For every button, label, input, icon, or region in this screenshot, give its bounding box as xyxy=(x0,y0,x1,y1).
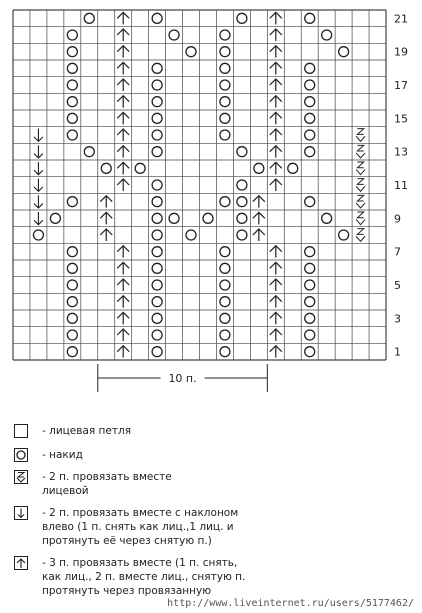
cdd-symbol xyxy=(270,346,282,358)
yarn-over-symbol xyxy=(152,247,162,257)
row-number-label: 11 xyxy=(394,179,408,192)
yarn-over-symbol xyxy=(322,30,332,40)
yarn-over-symbol xyxy=(152,330,162,340)
repeat-label: 10 п. xyxy=(168,372,197,385)
yarn-over-symbol xyxy=(152,63,162,73)
yarn-over-symbol xyxy=(220,247,230,257)
yarn-over-symbol xyxy=(169,213,179,223)
yarn-over-symbol xyxy=(237,230,247,240)
cdd-symbol xyxy=(270,62,282,74)
legend-text-k2tog: - 2 п. провязать вместе лицевой xyxy=(42,471,172,497)
cdd-symbol xyxy=(117,129,129,141)
ssk-arrow-icon xyxy=(14,506,28,520)
cdd-symbol xyxy=(117,296,129,308)
ssk-arrow-symbol xyxy=(34,145,43,158)
yarn-over-symbol xyxy=(67,247,77,257)
yarn-over-symbol xyxy=(67,297,77,307)
cdd-symbol xyxy=(270,262,282,274)
yarn-over-symbol xyxy=(152,347,162,357)
yarn-over-symbol xyxy=(305,113,315,123)
cdd-symbol xyxy=(117,62,129,74)
ssk-arrow-symbol xyxy=(34,129,43,142)
yarn-over-symbol xyxy=(152,80,162,90)
yarn-over-symbol xyxy=(220,280,230,290)
legend-text-ssk: - 2 п. провязать вместе с наклоном влево (1 п. снять как лиц.,1 лиц. и протянуть её через снятую п.) xyxy=(42,507,239,547)
row-number-label: 17 xyxy=(394,79,408,92)
yarn-over-symbol xyxy=(67,97,77,107)
cdd-symbol xyxy=(117,29,129,41)
cdd-symbol xyxy=(253,229,265,241)
yarn-over-symbol xyxy=(305,263,315,273)
yarn-over-symbol xyxy=(305,97,315,107)
cdd-symbol xyxy=(270,162,282,174)
row-number-label: 15 xyxy=(394,112,408,126)
k2tog-symbol xyxy=(356,145,365,158)
cdd-symbol xyxy=(117,246,129,258)
k2tog-symbol xyxy=(356,129,365,142)
yarn-over-symbol xyxy=(152,147,162,157)
cdd-symbol xyxy=(253,196,265,208)
yarn-over-symbol xyxy=(322,213,332,223)
yarn-over-symbol xyxy=(67,347,77,357)
yarn-over-symbol xyxy=(237,13,247,23)
cdd-symbol xyxy=(117,346,129,358)
yarn-over-symbol xyxy=(288,163,298,173)
yarn-over-symbol xyxy=(152,13,162,23)
yarn-over-symbol xyxy=(237,147,247,157)
cdd-symbol xyxy=(117,79,129,91)
cdd-symbol xyxy=(270,112,282,124)
yarn-over-symbol xyxy=(152,197,162,207)
cdd-symbol xyxy=(117,162,129,174)
row-number-label: 9 xyxy=(394,212,401,226)
yarn-over-symbol xyxy=(152,297,162,307)
ssk-arrow-symbol xyxy=(34,162,43,175)
cdd-symbol xyxy=(270,296,282,308)
cdd-symbol xyxy=(270,29,282,41)
yarn-over-symbol xyxy=(305,13,315,23)
cdd-symbol xyxy=(270,96,282,108)
yarn-over-icon xyxy=(14,448,28,462)
yarn-over-symbol xyxy=(67,47,77,57)
yarn-over-symbol xyxy=(305,80,315,90)
yarn-over-symbol xyxy=(305,197,315,207)
yarn-over-symbol xyxy=(220,347,230,357)
legend-text-knit: - лицевая петля xyxy=(42,425,132,437)
cdd-symbol xyxy=(270,146,282,158)
cdd-symbol xyxy=(270,312,282,324)
yarn-over-symbol xyxy=(50,213,60,223)
yarn-over-symbol xyxy=(152,213,162,223)
yarn-over-symbol xyxy=(305,130,315,140)
cdd-symbol xyxy=(270,46,282,58)
yarn-over-symbol xyxy=(152,130,162,140)
yarn-over-symbol xyxy=(84,147,94,157)
yarn-over-symbol xyxy=(169,30,179,40)
yarn-over-symbol xyxy=(220,313,230,323)
cdd-symbol xyxy=(117,46,129,58)
yarn-over-symbol xyxy=(220,47,230,57)
yarn-over-symbol xyxy=(305,247,315,257)
cdd-symbol xyxy=(270,246,282,258)
watermark: http://www.liveinternet.ru/users/5177462/ xyxy=(167,598,414,609)
row-number-label: 21 xyxy=(394,12,408,26)
yarn-over-symbol xyxy=(220,80,230,90)
k2tog-symbol xyxy=(356,195,365,208)
row-number-label: 3 xyxy=(394,312,401,326)
yarn-over-symbol xyxy=(305,147,315,157)
yarn-over-symbol xyxy=(67,280,77,290)
cdd-symbol xyxy=(253,212,265,224)
cdd-symbol xyxy=(117,12,129,24)
row-number-label: 5 xyxy=(394,279,401,292)
cdd-symbol xyxy=(117,279,129,291)
yarn-over-symbol xyxy=(67,63,77,73)
yarn-over-symbol xyxy=(152,180,162,190)
cdd-symbol xyxy=(270,329,282,341)
row-number-label: 13 xyxy=(394,145,408,159)
yarn-over-symbol xyxy=(67,197,77,207)
yarn-over-symbol xyxy=(305,297,315,307)
yarn-over-symbol xyxy=(237,180,247,190)
legend-text-yarn-over: - накид xyxy=(42,449,83,461)
cdd-symbol xyxy=(270,79,282,91)
k2tog-symbol xyxy=(356,229,365,242)
cdd-symbol xyxy=(117,146,129,158)
yarn-over-symbol xyxy=(67,130,77,140)
ssk-arrow-symbol xyxy=(34,212,43,225)
ssk-arrow-symbol xyxy=(34,179,43,192)
yarn-over-symbol xyxy=(220,113,230,123)
cdd-symbol xyxy=(270,179,282,191)
yarn-over-symbol xyxy=(152,97,162,107)
cdd-icon xyxy=(14,556,28,570)
k2tog-icon xyxy=(14,470,28,484)
row-number-label: 19 xyxy=(394,45,408,59)
row-number-label: 1 xyxy=(394,345,401,359)
yarn-over-symbol xyxy=(237,197,247,207)
yarn-over-symbol xyxy=(67,30,77,40)
yarn-over-symbol xyxy=(254,163,264,173)
yarn-over-symbol xyxy=(67,263,77,273)
k2tog-symbol xyxy=(356,212,365,225)
cdd-symbol xyxy=(117,179,129,191)
yarn-over-symbol xyxy=(220,97,230,107)
cdd-symbol xyxy=(270,12,282,24)
yarn-over-symbol xyxy=(67,113,77,123)
cdd-symbol xyxy=(117,312,129,324)
yarn-over-symbol xyxy=(33,230,43,240)
yarn-over-symbol xyxy=(152,280,162,290)
yarn-over-symbol xyxy=(305,347,315,357)
yarn-over-symbol xyxy=(305,313,315,323)
yarn-over-symbol xyxy=(237,213,247,223)
cdd-symbol xyxy=(117,96,129,108)
cdd-symbol xyxy=(270,279,282,291)
yarn-over-symbol xyxy=(220,297,230,307)
yarn-over-symbol xyxy=(339,230,349,240)
yarn-over-symbol xyxy=(101,163,111,173)
yarn-over-symbol xyxy=(152,313,162,323)
yarn-over-symbol xyxy=(220,63,230,73)
yarn-over-symbol xyxy=(84,13,94,23)
cdd-symbol xyxy=(117,112,129,124)
legend-text-cdd: - 3 п. провязать вместе (1 п. снять, как лиц., 2 п. вместе лиц., снятую п. протянуть через провязанную xyxy=(42,557,246,597)
yarn-over-symbol xyxy=(135,163,145,173)
yarn-over-symbol xyxy=(152,230,162,240)
yarn-over-symbol xyxy=(305,330,315,340)
yarn-over-symbol xyxy=(186,47,196,57)
cdd-symbol xyxy=(117,329,129,341)
k2tog-symbol xyxy=(356,162,365,175)
yarn-over-symbol xyxy=(220,30,230,40)
row-number-label: 7 xyxy=(394,245,401,259)
cdd-symbol xyxy=(100,212,112,224)
cdd-symbol xyxy=(100,196,112,208)
yarn-over-symbol xyxy=(305,280,315,290)
cdd-symbol xyxy=(270,129,282,141)
ssk-arrow-symbol xyxy=(34,195,43,208)
yarn-over-symbol xyxy=(220,197,230,207)
cdd-symbol xyxy=(100,229,112,241)
knit-square-icon xyxy=(14,424,28,438)
yarn-over-symbol xyxy=(152,263,162,273)
yarn-over-symbol xyxy=(305,63,315,73)
yarn-over-symbol xyxy=(67,80,77,90)
yarn-over-symbol xyxy=(220,330,230,340)
yarn-over-symbol xyxy=(220,263,230,273)
yarn-over-symbol xyxy=(67,330,77,340)
chart-grid xyxy=(13,10,386,360)
yarn-over-symbol xyxy=(220,130,230,140)
yarn-over-symbol xyxy=(186,230,196,240)
yarn-over-symbol xyxy=(67,313,77,323)
yarn-over-symbol xyxy=(339,47,349,57)
yarn-over-symbol xyxy=(203,213,213,223)
cdd-symbol xyxy=(117,262,129,274)
k2tog-symbol xyxy=(356,179,365,192)
yarn-over-symbol xyxy=(152,113,162,123)
